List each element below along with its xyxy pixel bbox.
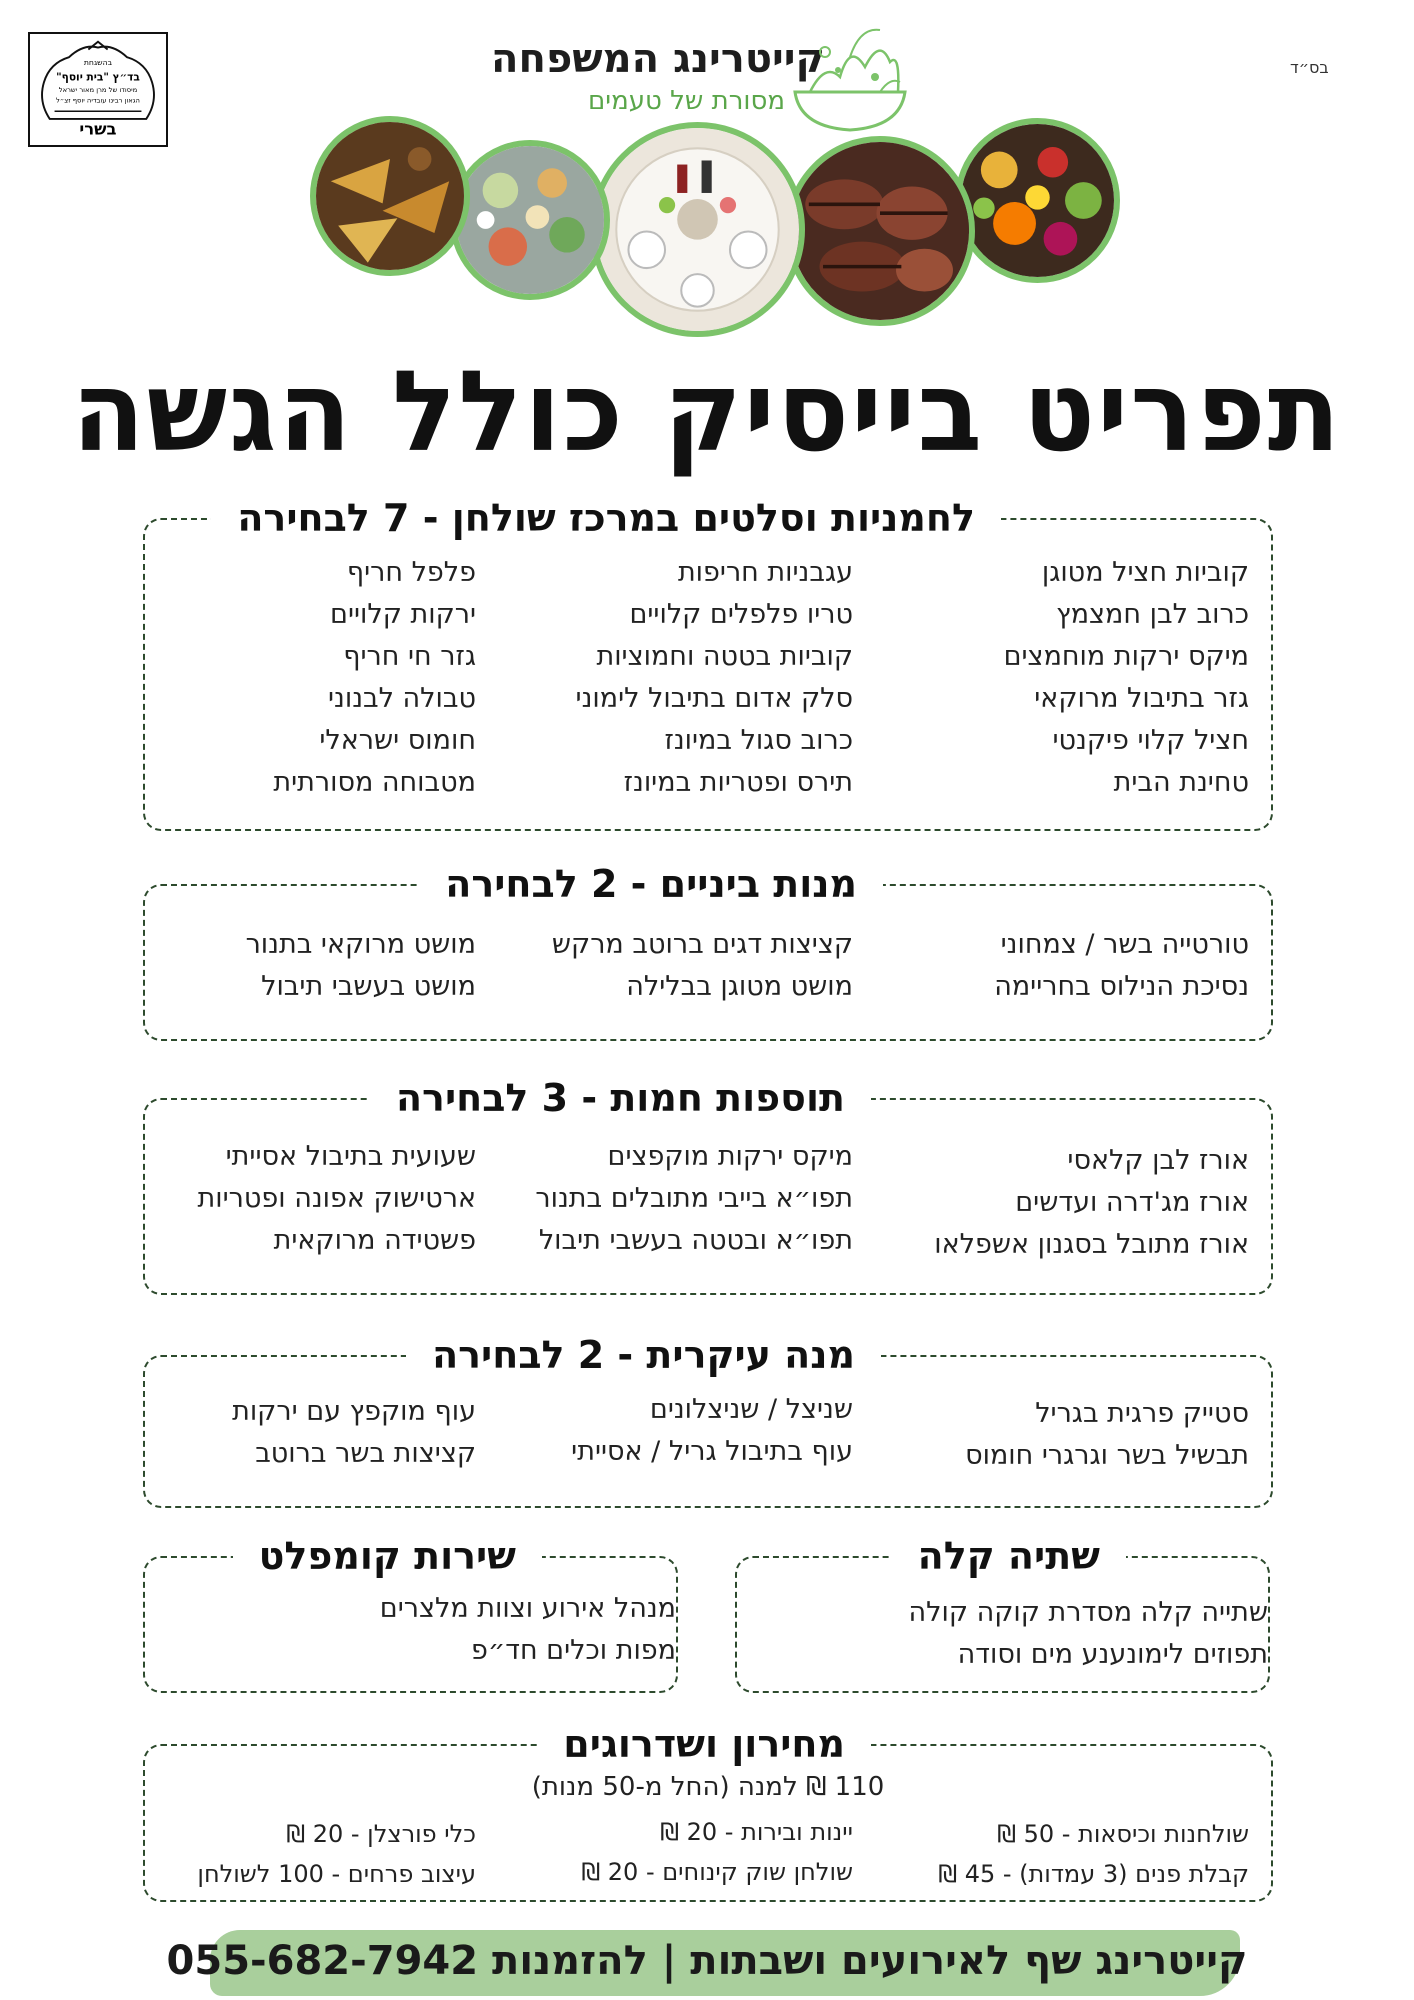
menu-item: טבולה לבנוני: [327, 683, 476, 714]
service-section-title: שירות קומפלט: [233, 1528, 542, 1584]
menu-item: אורז מג'דרה ועדשים: [1015, 1187, 1249, 1218]
price-item: שולחן שוק קינוחים - 20 ₪: [581, 1858, 853, 1886]
price-per-portion: 110 ₪ למנה (החל מ-50 מנות): [531, 1772, 885, 1802]
pricing-column-1: [938, 1814, 1249, 1894]
grilled-meat-image: [791, 142, 969, 320]
menu-item: מיקס ירקות מוחמצים: [1003, 641, 1249, 672]
mains-section: [143, 1333, 1273, 1508]
menu-item: טריו פלפלים קלויים: [629, 599, 853, 630]
drinks-column: [737, 1592, 1268, 1676]
intermediate-column-2: [552, 924, 853, 1008]
price-item: יינות ובירות - 20 ₪: [660, 1818, 853, 1846]
menu-item: תפוזים לימונענע מים וסודה: [957, 1639, 1268, 1670]
menu-item: נסיכת הנילוס בחריימה: [994, 971, 1249, 1002]
mains-column-3: [232, 1391, 476, 1475]
table-setting-image: [596, 128, 799, 331]
mains-column-2: [571, 1389, 853, 1473]
mains-column-1: [965, 1393, 1249, 1477]
photo-grilled-meat: [785, 136, 975, 326]
menu-item: עוף בתיבול גריל / אסייתי: [571, 1436, 853, 1467]
menu-item: מיקס ירקות מוקפצים: [607, 1141, 853, 1172]
menu-item: שעועית בתיבול אסייתי: [225, 1141, 476, 1172]
menu-item: גזר חי חריף: [343, 641, 476, 672]
service-section: [143, 1534, 678, 1693]
logo-title: קייטרינג המשפחה: [491, 36, 825, 82]
menu-item: תפו״א ובטטה בעשבי תיבול: [538, 1225, 853, 1256]
intermediate-column-3: [246, 924, 476, 1008]
menu-item: כרוב לבן חמצמץ: [1056, 599, 1249, 630]
salads-section: [143, 496, 1273, 831]
menu-item: קוביות בטטה וחמוציות: [596, 641, 853, 672]
drinks-section-title: שתיה קלה: [892, 1528, 1126, 1584]
intermediate-section: [143, 862, 1273, 1041]
kosher-top-text: בהשגחת: [83, 57, 113, 67]
menu-item: שניצל / שניצלונים: [649, 1394, 853, 1425]
menu-main-title: תפריט בייסיק כולל הגשה: [71, 346, 1343, 477]
menu-item: תירס ופטריות במיונז: [623, 767, 853, 798]
intermediate-column-1: [994, 924, 1249, 1008]
menu-item: סלק אדום בתיבול לימוני: [575, 683, 853, 714]
kosher-stamp-icon: [30, 34, 166, 145]
menu-item: קציצות דגים ברוטב מרקש: [551, 929, 853, 960]
food-photo-strip: [300, 112, 1120, 342]
bsd-label: בס״ד: [1290, 58, 1329, 77]
salads-section-title: לחמניות וסלטים במרכז שולחן - 7 לבחירה: [211, 490, 1001, 546]
pricing-column-3: [197, 1814, 476, 1894]
photo-table-setting: [590, 122, 805, 337]
menu-item: חומוס ישראלי: [319, 725, 476, 756]
menu-item: עגבניות חריפות: [677, 557, 853, 588]
photo-salads: [450, 140, 610, 300]
kosher-name-text: בד״ץ "בית יוסף": [56, 70, 140, 84]
menu-item: קציצות בשר ברוטב: [255, 1438, 476, 1469]
salads-column-3: [273, 552, 476, 804]
menu-item: מנהל אירוע וצוות מלצרים: [379, 1593, 676, 1624]
menu-item: תבשיל בשר וגרגרי חומוס: [965, 1440, 1249, 1471]
menu-item: טחינת הבית: [1113, 767, 1249, 798]
menu-item: עוף מוקפץ עם ירקות: [232, 1396, 476, 1427]
menu-item: חציל קלוי פיקנטי: [1052, 725, 1249, 756]
menu-item: פשטידה מרוקאית: [273, 1225, 476, 1256]
sides-section-title: תוספות חמות - 3 לבחירה: [370, 1070, 871, 1126]
photo-fried-food: [310, 116, 470, 276]
fruit-platter-image: [961, 124, 1114, 277]
sides-column-2: [535, 1136, 853, 1262]
logo-subtitle: מסורת של טעמים: [588, 86, 785, 116]
sides-column-1: [934, 1140, 1249, 1266]
menu-item: מפות וכלים חד״פ: [470, 1635, 676, 1666]
menu-item: שתייה קלה מסדרת קוקה קולה: [908, 1597, 1268, 1628]
sides-section: [143, 1076, 1273, 1295]
salads-image: [456, 146, 604, 294]
menu-item: מושט מטוגן בבלילה: [626, 971, 853, 1002]
menu-item: ירקות קלויים: [330, 599, 476, 630]
intermediate-section-title: מנות ביניים - 2 לבחירה: [419, 856, 883, 912]
menu-item: גזר בתיבול מרוקאי: [1034, 683, 1249, 714]
price-item: שולחנות וכיסאות - 50 ₪: [997, 1820, 1249, 1848]
pricing-section: [143, 1722, 1273, 1902]
menu-item: אורז מתובל בסגנון אשפלאו: [934, 1229, 1249, 1260]
menu-item: מטבוחה מסורתית: [273, 767, 476, 798]
salads-column-2: [576, 552, 853, 804]
pricing-section-title: מחירון ושדרוגים: [537, 1716, 871, 1772]
fried-food-image: [316, 122, 464, 270]
photo-fruit-platter: [955, 118, 1120, 283]
kosher-line3-text: הגאון רבינו עובדיה יוסף זצ״ל: [56, 96, 140, 105]
menu-item: טורטייה בשר / צמחוני: [1000, 929, 1249, 960]
menu-item: מושט מרוקאי בתנור: [245, 929, 476, 960]
menu-item: פלפל חריף: [346, 557, 476, 588]
menu-item: כרוב סגול במיונז: [664, 725, 853, 756]
footer-contact-line: קייטרינג שף לאירועים ושבתות | להזמנות 055-682-7942: [166, 1938, 1248, 1984]
salads-column-1: [1004, 552, 1249, 804]
menu-item: קוביות חציל מטוגן: [1041, 557, 1249, 588]
drinks-section: [735, 1534, 1270, 1693]
price-item: כלי פורצלן - 20 ₪: [286, 1820, 476, 1848]
price-item: קבלת פנים (3 עמדות) - 45 ₪: [938, 1860, 1249, 1888]
menu-item: ארטישוק אפונה ופטריות: [197, 1183, 476, 1214]
mains-section-title: מנה עיקרית - 2 לבחירה: [406, 1327, 881, 1383]
menu-item: אורז לבן קלאסי: [1067, 1145, 1249, 1176]
kosher-certificate-stamp: [28, 32, 168, 147]
pricing-column-2: [581, 1812, 853, 1892]
menu-item: תפו״א בייבי מתובלים בתנור: [535, 1183, 853, 1214]
menu-item: סטייק פרגית בגריל: [1035, 1398, 1249, 1429]
service-column: [145, 1588, 676, 1672]
kosher-label-text: בשרי: [79, 119, 117, 139]
menu-item: מושט בעשבי תיבול: [261, 971, 476, 1002]
kosher-line2-text: מיסודו של מרן מאור ישראל: [58, 85, 138, 94]
price-item: עיצוב פרחים - 100 לשולחן: [197, 1860, 476, 1888]
sides-column-3: [198, 1136, 476, 1262]
